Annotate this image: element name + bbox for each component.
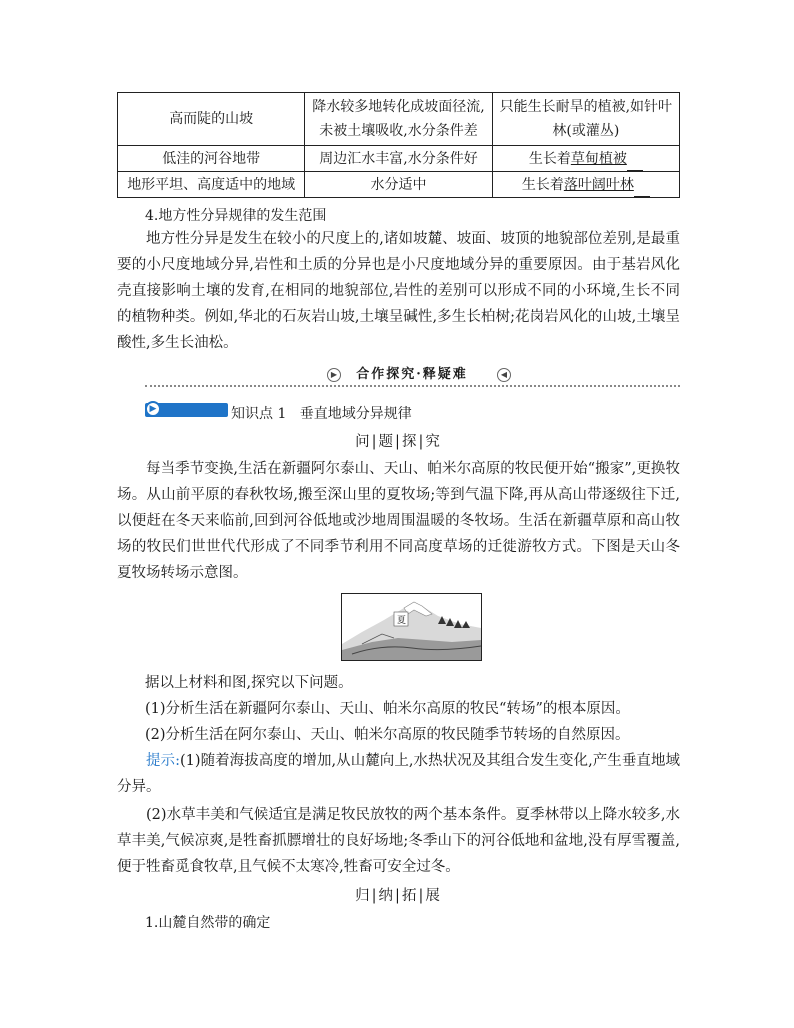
section-divider (145, 366, 680, 386)
body-paragraph: 地方性分异是发生在较小的尺度上的,诸如坡麓、坡面、坡顶的地貌部位差别,是最重要的小尺度地域分异,岩性和土质的分异也是小尺度地域分异的重要原因。由于基岩风化壳直接影响土壤的发育,在相同的地貌部位,岩性的差别可以形成不同的小环境,生长不同的植物种类。例如,华北的石灰岩山坡,土壤呈碱性,多生长柏树;花岗岩风化的山坡,土壤呈酸性,多生长油松。 (117, 231, 680, 351)
question-intro: 据以上材料和图,探究以下问题。 (145, 675, 353, 691)
knowledge-point-heading: 知识点 1 垂直地域分异规律 (231, 406, 412, 422)
answer-blank: 落叶阔叶林 (563, 176, 634, 193)
hint-answer-1: 提示:(1)随着海拔高度的增加,从山麓向上,水热状况及其组合发生变化,产生垂直地域分异。 (117, 753, 680, 795)
body-paragraph: 每当季节变换,生活在新疆阿尔泰山、天山、帕米尔高原的牧民便开始“搬家”,更换牧场。从山前平原的春秋牧场,搬至深山里的夏牧场;等到气温下降,再从高山带逐级往下迁,以便赶在冬天来临前,回到河谷低地或沙地周围温暖的冬牧场。生活在新疆草原和高山牧场的牧民们世世代代形成了不同季节利用不同高度草场的迁徙游牧方式。下图是天山冬夏牧场转场示意图。 (117, 461, 680, 581)
table-row (118, 93, 680, 146)
table-cell-condition: 周边汇水丰富,水分条件好 (305, 146, 492, 172)
mountain-illustration (342, 594, 481, 660)
table-cell-terrain: 地形平坦、高度适中的地域 (118, 172, 305, 198)
mountain-pasture-figure (341, 593, 482, 661)
table-cell-condition: 水分适中 (305, 172, 492, 198)
table-cell-vegetation: 生长着草甸植被 (492, 146, 679, 172)
arrow-right-icon: ▶ (327, 368, 341, 382)
summary-item: 1.山麓自然带的确定 (145, 915, 271, 931)
question-2: (2)分析生活在阿尔泰山、天山、帕米尔高原的牧民随季节转场的自然原因。 (145, 727, 630, 743)
divider-title: 合作探究·释疑难 (341, 366, 483, 384)
terrain-vegetation-table (117, 92, 680, 198)
table-cell-condition: 降水较多地转化成坡面径流, 未被土壤吸收,水分条件差 (305, 93, 492, 146)
table-row (118, 146, 680, 172)
table-cell-vegetation: 生长着落叶阔叶林 (492, 172, 679, 198)
table-cell-terrain: 低洼的河谷地带 (118, 146, 305, 172)
hint-label: 提示: (146, 753, 180, 769)
question-1: (1)分析生活在新疆阿尔泰山、天山、帕米尔高原的牧民“转场”的根本原因。 (145, 701, 630, 717)
table-cell-terrain: 高而陡的山坡 (118, 93, 305, 146)
section-heading: 4.地方性分异规律的发生范围 (145, 208, 327, 224)
summary-heading: 归|纳|拓|展 (355, 888, 442, 904)
hint-answer-2: (2)水草丰美和气候适宜是满足牧民放牧的两个基本条件。夏季林带以上降水较多,水草丰美,气候凉爽,是牲畜抓膘增壮的良好场地;冬季山下的河谷低地和盆地,没有厚雪覆盖,便于牲畜觅食牧草,且气候不太寒冷,牲畜可安全过冬。 (117, 807, 680, 875)
inquiry-heading: 问|题|探|究 (355, 434, 442, 450)
table-row (118, 172, 680, 198)
chevron-right-icon: ▶ (145, 401, 161, 417)
arrow-left-icon: ◀ (497, 368, 511, 382)
answer-blank: 草甸植被 (570, 150, 627, 167)
table-cell-vegetation: 只能生长耐旱的植被,如针叶 林(或灌丛) (492, 93, 679, 146)
figure-label: 夏 (397, 616, 407, 626)
